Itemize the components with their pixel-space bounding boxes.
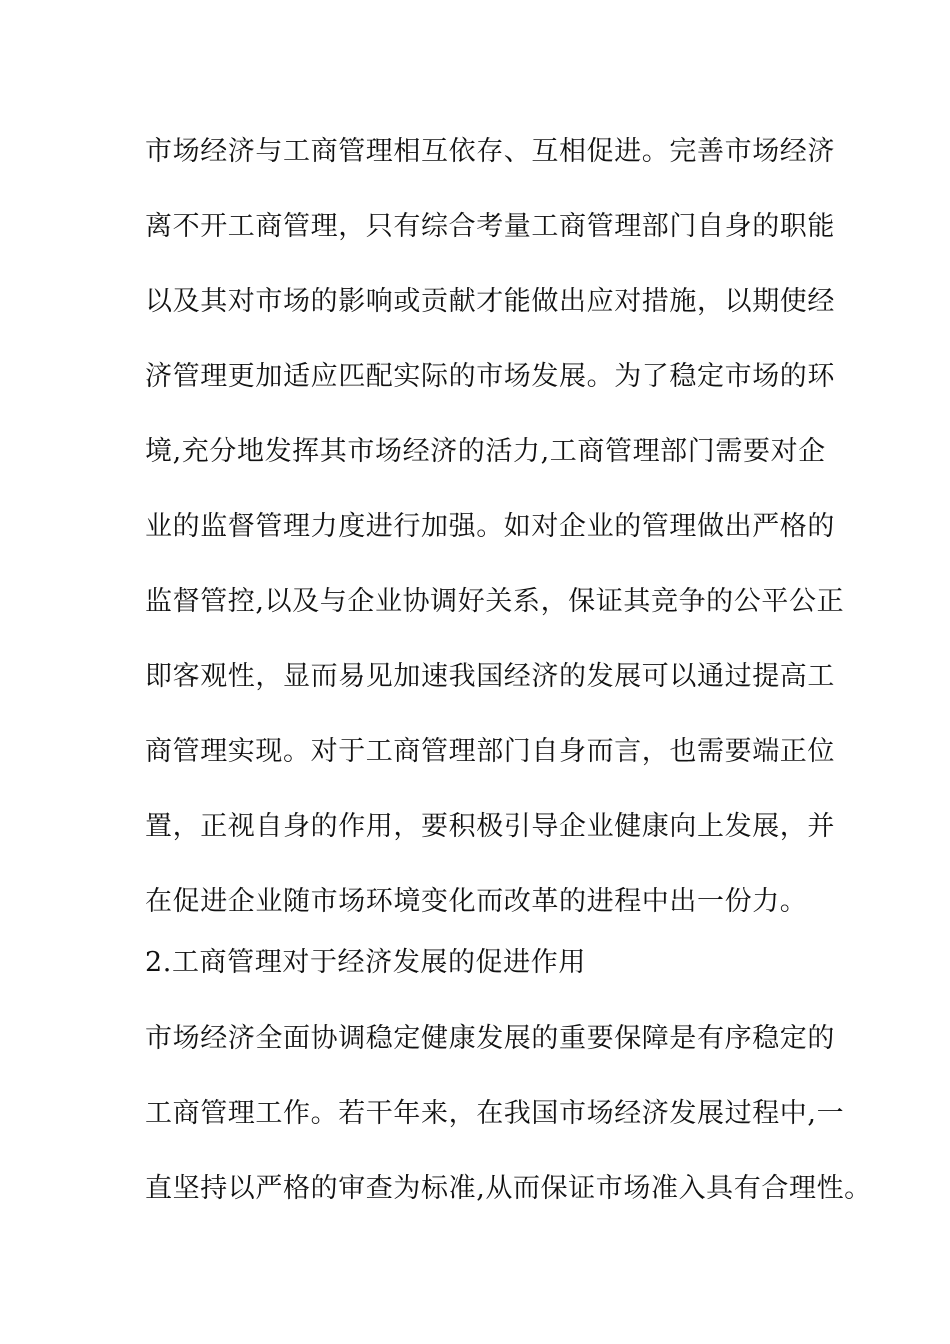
section-heading: 2.工商管理对于经济发展的促进作用: [145, 947, 586, 978]
text-line: 监督管控,以及与企业协调好关系，保证其竞争的公平公正: [145, 586, 845, 617]
text-line: 即客观性，显而易见加速我国经济的发展可以通过提高工: [145, 661, 835, 692]
text-line: 以及其对市场的影响或贡献才能做出应对措施，以期使经: [145, 286, 835, 317]
text-line: 商管理实现。对于工商管理部门自身而言，也需要端正位: [145, 736, 835, 767]
text-line: 业的监督管理力度进行加强。如对企业的管理做出严格的: [145, 511, 835, 542]
text-line: 济管理更加适应匹配实际的市场发展。为了稳定市场的环: [145, 361, 835, 392]
text-line: 离不开工商管理，只有综合考量工商管理部门自身的职能: [145, 211, 835, 242]
text-line: 直坚持以严格的审查为标准,从而保证市场准入具有合理性。: [145, 1173, 872, 1204]
text-line: 市场经济与工商管理相互依存、互相促进。完善市场经济: [145, 136, 835, 167]
text-line: 市场经济全面协调稳定健康发展的重要保障是有序稳定的: [145, 1023, 835, 1054]
text-line: 工商管理工作。若干年来，在我国市场经济发展过程中,一: [145, 1098, 845, 1129]
text-line: 置，正视自身的作用，要积极引导企业健康向上发展，并: [145, 811, 835, 842]
text-line: 境,充分地发挥其市场经济的活力,工商管理部门需要对企: [145, 436, 826, 467]
text-line: 在促进企业随市场环境变化而改革的进程中出一份力。: [145, 886, 808, 917]
